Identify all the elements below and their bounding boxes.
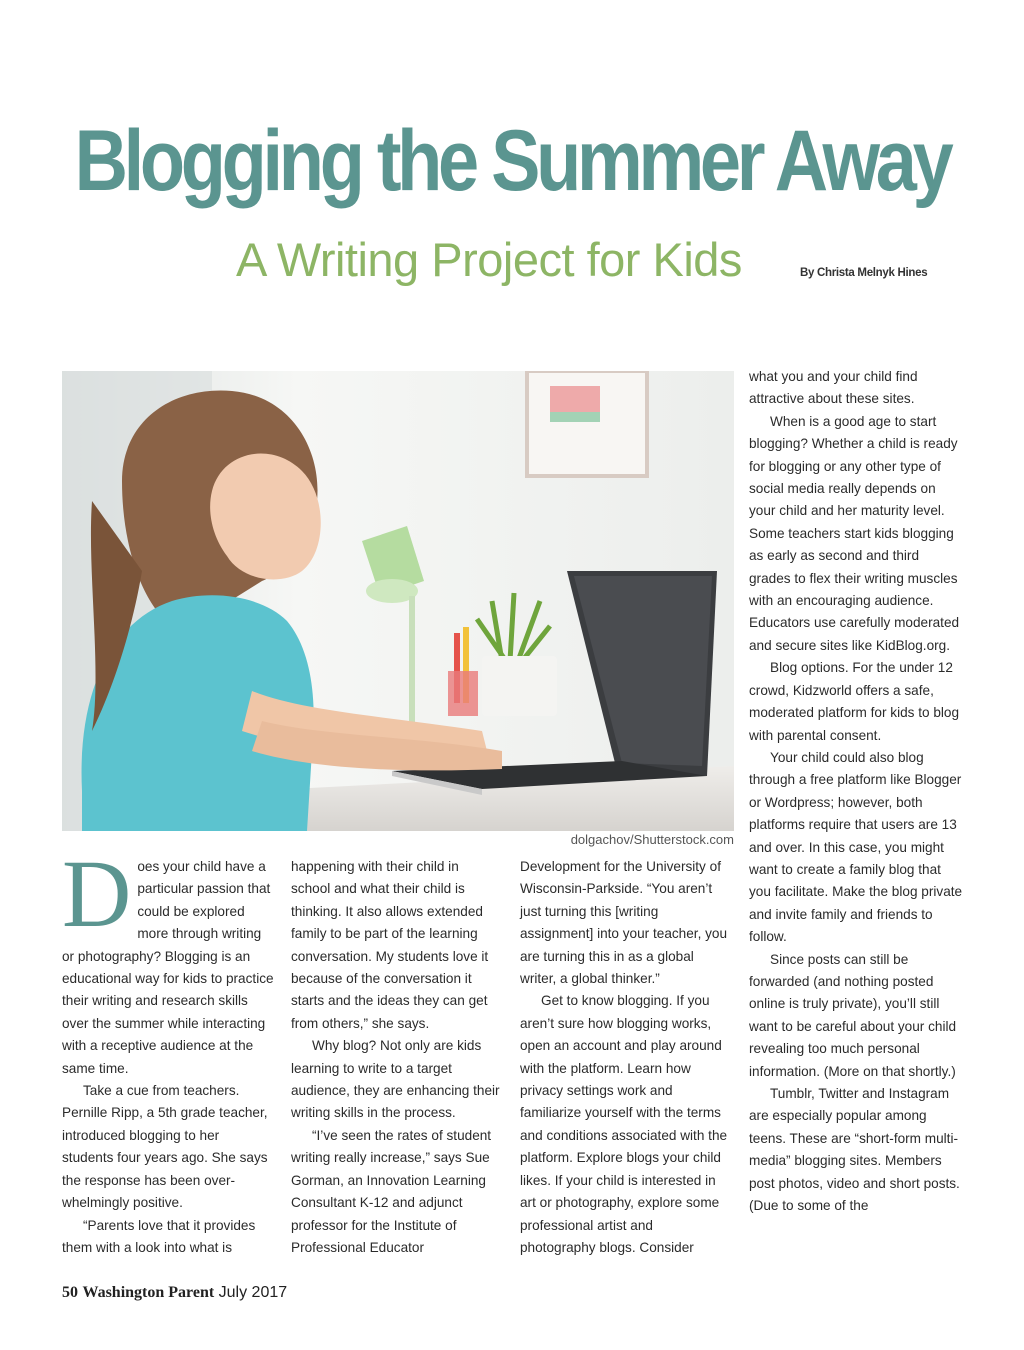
paragraph: Does your child have a particular passion that could be explored more through writing or photography? Blogging is an educational way for kids to practice their writing and research skills over the summer while interacting with a receptive audience at the same time.	[62, 840, 274, 1076]
paragraph: Get to know blogging. If you aren’t sure how blogging works, open an account and play around with the platform. Learn how privacy settings work and familiarize yourself with the terms and conditions associated with the platform. Explore blogs your child likes. If your child is interested in art or photography, explore some professional artist and photography blogs. Consider	[520, 993, 728, 1255]
paragraph: Blog options. For the under 12 crowd, Kidzworld offers a safe, moderated platform for kids to blog with parental consent.	[749, 660, 960, 743]
photo-credit: dolgachov/Shutterstock.com	[570, 832, 734, 847]
article-subtitle: A Writing Project for Kids	[236, 233, 742, 286]
article-column-1	[62, 840, 274, 1259]
paragraph: happening with their child in school and what their child is thinking. It also allows extended family to be part of the learning conversation. My students love it because of the conversation it starts and the ideas they can get from others,” she says.	[291, 859, 489, 1031]
paragraph: When is a good age to start blogging? Whether a child is ready for blogging or any other type of social media really depends on your child and her maturity level. Some teachers start kids blogging as early as second and third grades to flex their writing muscles with an encouraging audience. Educators use carefully moderated and secure sites like KidBlog.org.	[749, 413, 960, 653]
article-column-2	[291, 856, 501, 1259]
paragraph: Tumblr, Twitter and Instagram are especially popular among teens. These are “short-form multi-media” blogging sites. Members post photos, video and short posts. (Due to some of the	[749, 1086, 960, 1214]
paragraph: Since posts can still be forwarded (and nothing posted online is truly private), you’ll still want to be careful about your child revealing too much personal information. (More on that shortly.)	[749, 951, 957, 1079]
paragraph: Take a cue from teachers. Pernille Ripp, a 5th grade teacher, introduced blogging to her students four years ago. She says the response has been over-whelmingly positive.	[62, 1083, 268, 1211]
paragraph: Why blog? Not only are kids learning to write to a target audience, they are enhancing their writing skills in the process.	[291, 1038, 500, 1121]
paragraph: “Parents love that it provides them with a look into what is	[62, 1217, 256, 1255]
article-column-4	[749, 366, 963, 1217]
byline: By Christa Melnyk Hines	[800, 267, 928, 279]
page-footer	[62, 1284, 287, 1302]
article-title: Blogging the Summer Away	[74, 113, 950, 209]
article-column-3	[520, 856, 732, 1259]
page-number: 50	[62, 1284, 78, 1301]
article-photo	[62, 371, 734, 831]
issue-date: July 2017	[218, 1284, 288, 1301]
paragraph: Development for the University of Wisconsin-Parkside. “You aren’t just turning this [writing assignment] into your teacher, you are turning this in as a global writer, a global thinker.”	[520, 859, 728, 987]
paragraph: “I’ve seen the rates of student writing really increase,” says Sue Gorman, an Innovation Learning Consultant K-12 and adjunct professor for the Institute of Professional Educator	[291, 1127, 492, 1255]
paragraph: what you and your child find attractive about these sites.	[749, 369, 918, 407]
girl-with-laptop-illustration	[62, 371, 734, 831]
drop-cap: D	[62, 840, 132, 947]
publication-name: Washington Parent	[82, 1284, 215, 1301]
paragraph: Your child could also blog through a free platform like Blogger or Wordpress; however, both platforms require that users are 13 and over. In this case, you might want to create a family blog that you facilitate. Make the blog private and invite family and friends to follow.	[749, 749, 963, 945]
